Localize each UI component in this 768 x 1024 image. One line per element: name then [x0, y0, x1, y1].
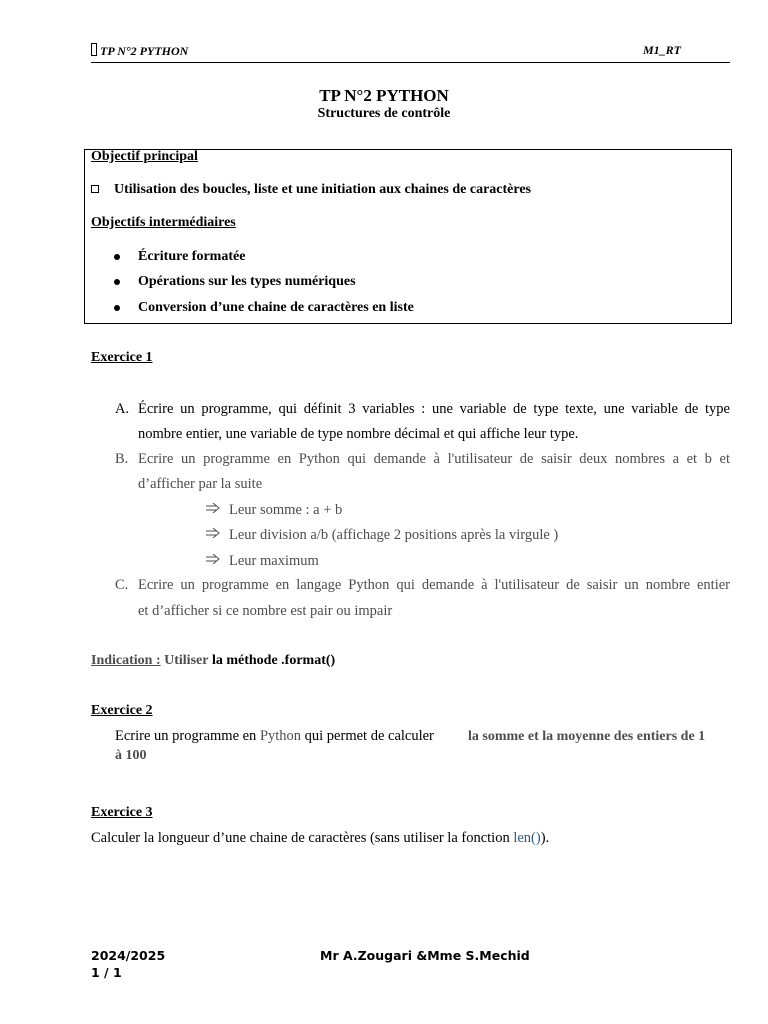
- exercise-3-text-a: Calculer la longueur d’une chaine de caractères (sans utiliser la fonction: [91, 830, 514, 846]
- item-marker-b: B.: [115, 451, 129, 467]
- header-title: [91, 43, 188, 59]
- intermediate-objective-item: Écriture formatée: [138, 249, 246, 264]
- exercise-3-text-b: ).: [540, 830, 550, 846]
- bullet-icon: [114, 254, 120, 260]
- page-subtitle: Structures de contrôle: [317, 106, 451, 121]
- exercise-3-heading: Exercice 3: [91, 805, 153, 820]
- bullet-icon: [114, 279, 120, 285]
- intermediate-objective-item: Opérations sur les types numériques: [138, 274, 356, 289]
- item-a-line-2: nombre entier, une variable de type nombre décimal et qui affiche leur type.: [138, 426, 579, 442]
- exercise-2-bold-line-1: la somme et la moyenne des entiers de 1: [468, 729, 706, 744]
- exercise-2-text-a: Ecrire un programme en: [115, 728, 260, 744]
- footer-year: 2024/2025: [91, 948, 166, 963]
- intermediate-objectives-heading: Objectifs intermédiaires: [91, 215, 236, 230]
- item-b-line-2: d’afficher par la suite: [138, 476, 263, 492]
- main-objective-text: Utilisation des boucles, liste et une initiation aux chaines de caractères: [114, 182, 531, 197]
- indication-label: Indication :: [91, 653, 161, 668]
- indication-word: Utiliser: [164, 653, 209, 668]
- exercise-2-text-b: qui permet de calculer: [301, 728, 434, 744]
- exercise-2-heading: Exercice 2: [91, 703, 153, 718]
- header-left-text: TP N°2 PYTHON: [100, 44, 189, 58]
- exercise-1-heading: Exercice 1: [91, 350, 153, 365]
- header-class: M1_RT: [643, 43, 682, 57]
- double-arrow-icon: [206, 503, 220, 513]
- item-c-line-2: et d’afficher si ce nombre est pair ou impair: [138, 603, 393, 619]
- item-marker-c: C.: [115, 577, 129, 593]
- indication-method: la méthode .format(): [211, 653, 336, 668]
- sub-item-sum: Leur somme : a + b: [229, 502, 343, 518]
- bullet-icon: [114, 305, 120, 311]
- item-a-line-1: Écrire un programme, qui définit 3 variables : une variable de type texte, une variable de type: [138, 401, 730, 417]
- item-b-line-1: Ecrire un programme en Python qui demande à l'utilisateur de saisir deux nombres a et b et: [138, 451, 730, 467]
- exercise-3-function: len(): [513, 830, 541, 846]
- page-title: TP N°2 PYTHON: [319, 86, 449, 105]
- item-c-line-1: Ecrire un programme en langage Python qui demande à l'utilisateur de saisir un nombre entier: [138, 577, 730, 593]
- exercise-3-text: [91, 830, 549, 847]
- intermediate-objective-item: Conversion d’une chaine de caractères en liste: [138, 300, 414, 315]
- item-marker-a: A.: [115, 401, 130, 417]
- double-arrow-icon: [206, 528, 220, 538]
- header-glyph-icon: [91, 43, 97, 56]
- sub-item-division: Leur division a/b (affichage 2 positions après la virgule ): [229, 527, 559, 543]
- footer-authors: Mr A.Zougari &Mme S.Mechid: [320, 948, 530, 963]
- square-bullet-icon: [91, 185, 99, 193]
- sub-item-maximum: Leur maximum: [229, 553, 319, 569]
- exercise-2-text: [115, 728, 434, 745]
- main-objective-heading: Objectif principal: [91, 149, 198, 164]
- exercise-2-python: Python: [259, 728, 302, 744]
- indication-line: [91, 653, 335, 669]
- objectives-box: [84, 149, 732, 324]
- footer-page-number: 1 / 1: [91, 965, 122, 980]
- double-arrow-icon: [206, 554, 220, 564]
- main-objective-item: [91, 182, 531, 198]
- header-divider: [91, 62, 730, 63]
- exercise-2-bold-line-2: à 100: [115, 748, 147, 763]
